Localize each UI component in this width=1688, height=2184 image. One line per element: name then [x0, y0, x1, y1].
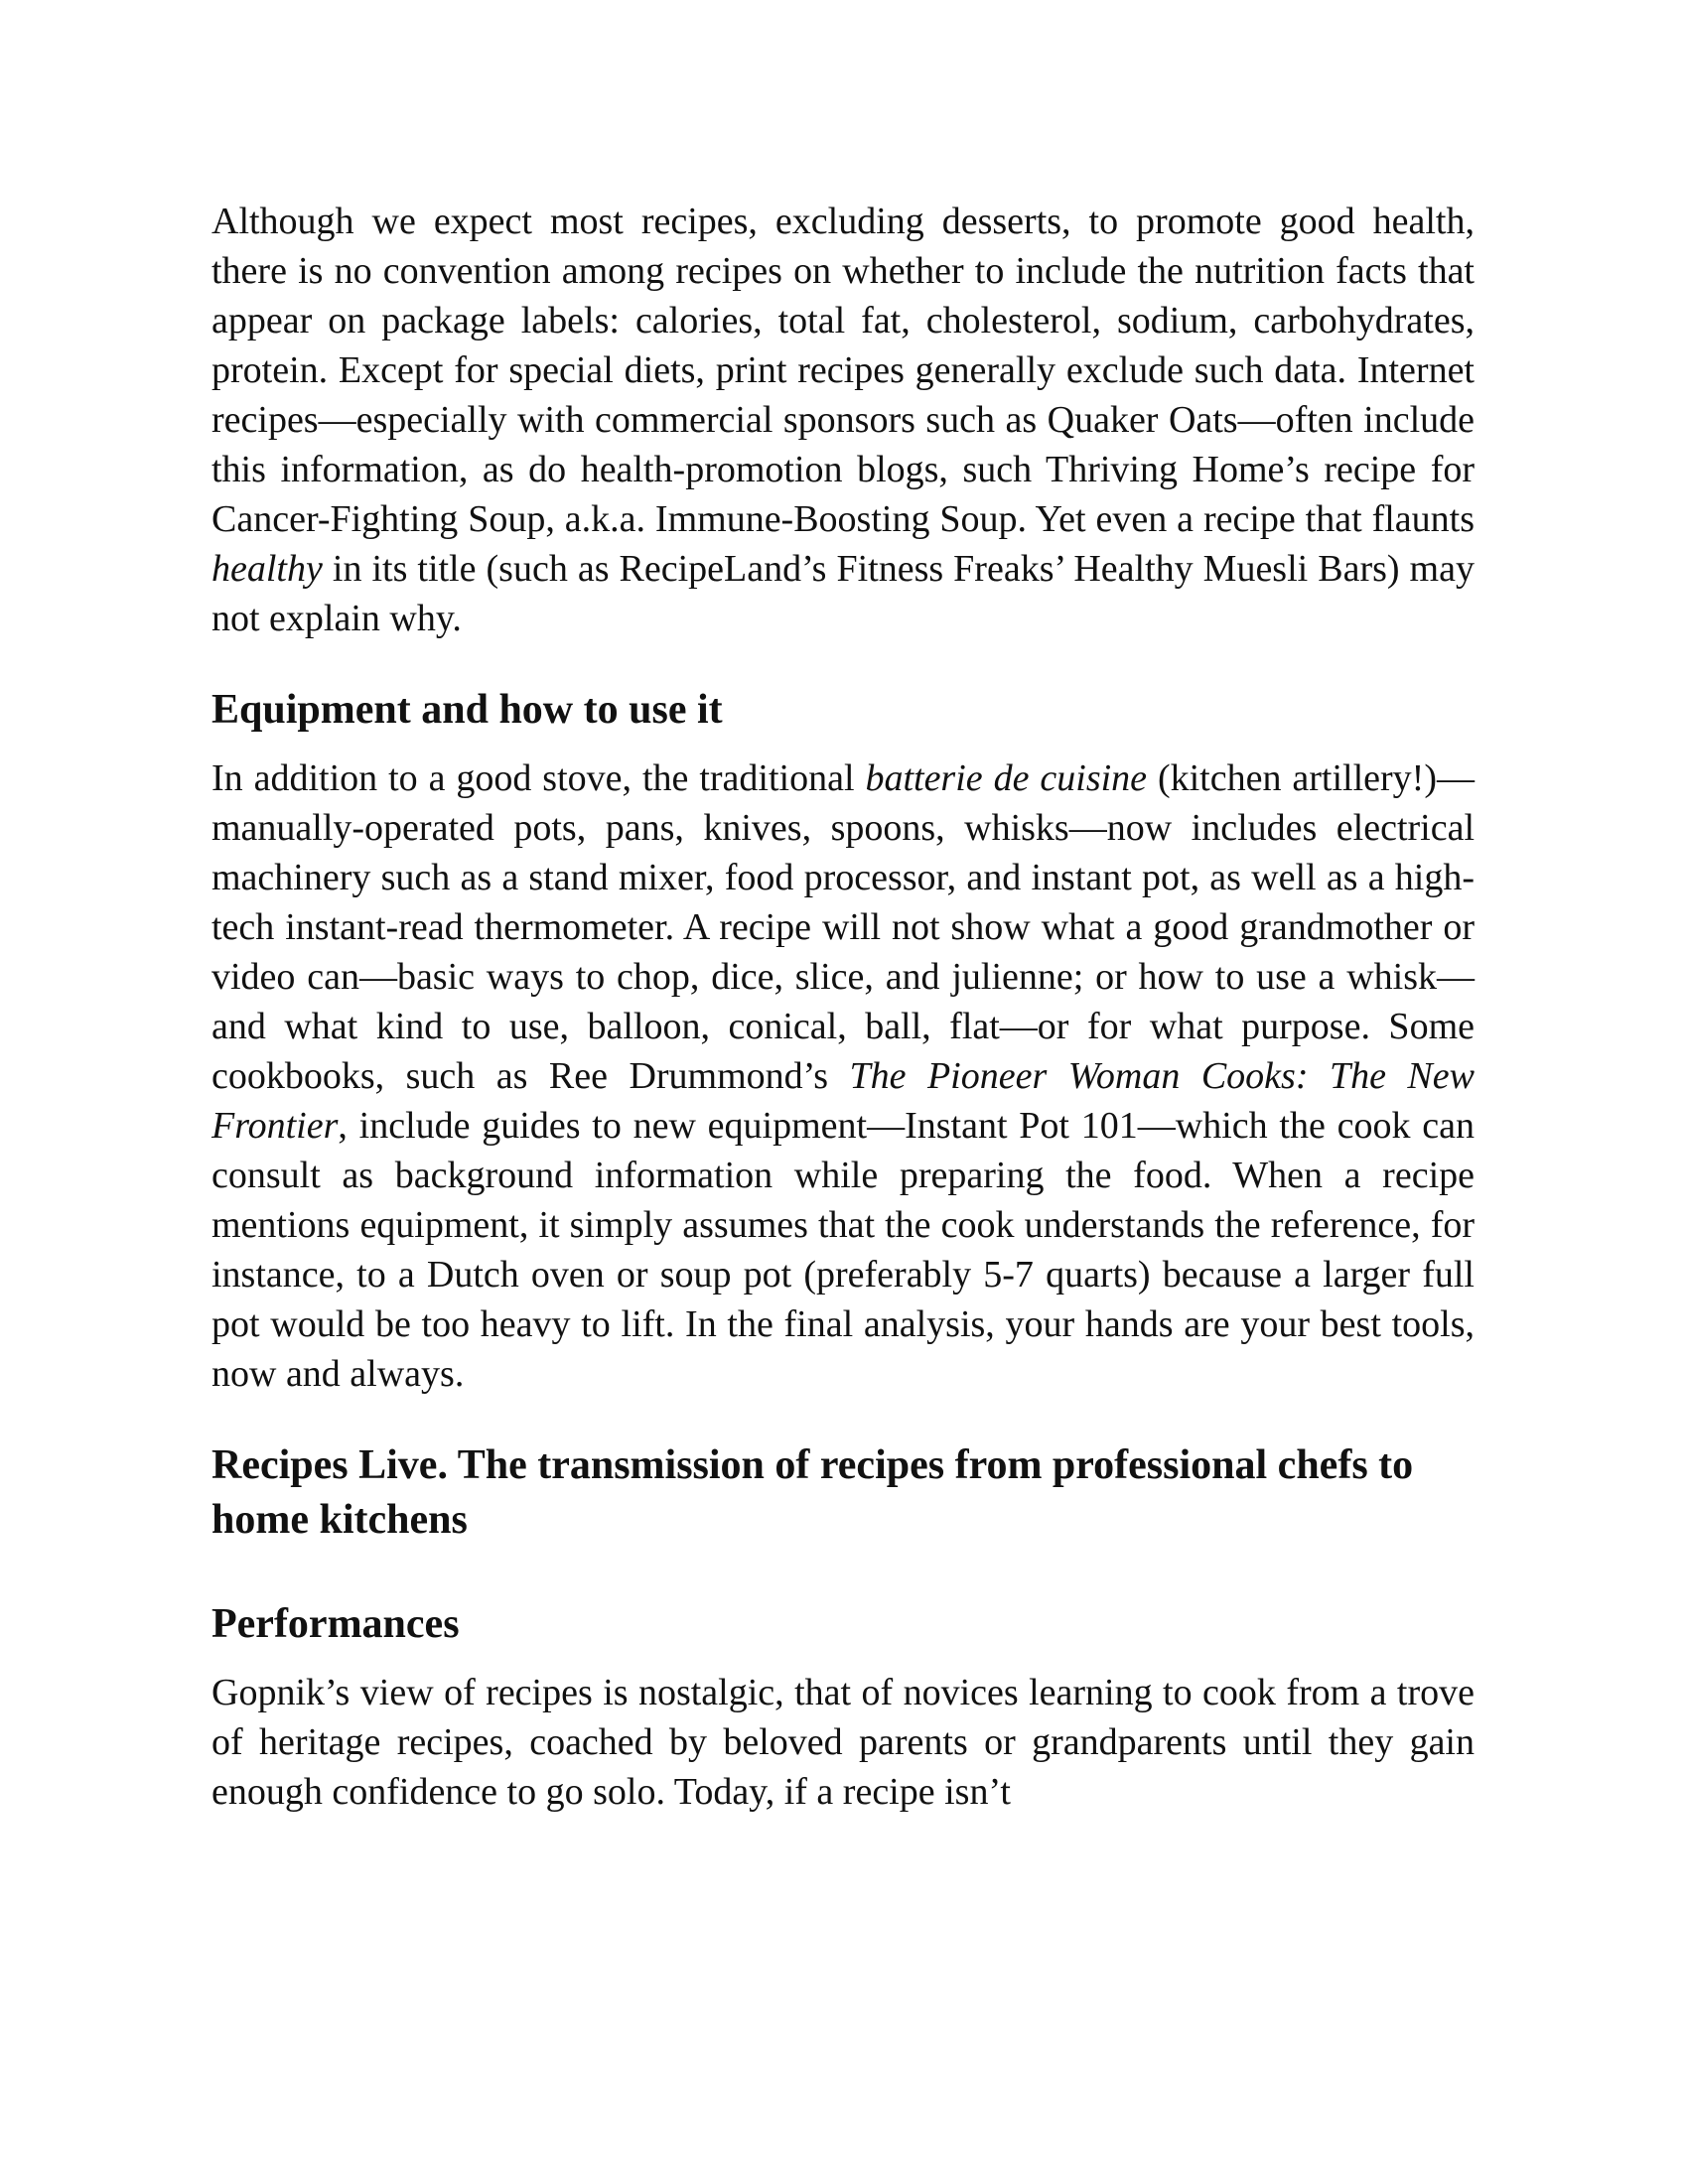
paragraph-text: , include guides to new equipment—Instant Pot 101—which the cook can consult as background information while preparing the food. When a recipe mentions equipment, it simply assumes that the cook understands the reference, for instance, to a Dutch oven or soup pot (preferably 5-7 quarts) because a larger full pot would be too heavy to lift. In the final analysis, your hands are your best tools, now and always.	[211, 1105, 1475, 1395]
paragraph-performances: Gopnik’s view of recipes is nostalgic, that of novices learning to cook from a trove of heritage recipes, coached by beloved parents or grandparents until they gain enough confidence to go solo. Today, if a recipe isn’t	[211, 1672, 1475, 1813]
document-page	[211, 197, 1475, 1817]
paragraph-text: In addition to a good stove, the traditional	[211, 757, 866, 799]
paragraph-text: (kitchen artillery!)—manually-operated pots, pans, knives, spoons, whisks—now includes electrical machinery such as a stand mixer, food processor, and instant pot, as well as a high-tech instant-read thermometer. A recipe will not show what a good grandmother or video can—basic ways to chop, dice, slice, and julienne; or how to use a whisk—and what kind to use, balloon, conical, ball, flat—or for what purpose. Some cookbooks, such as Ree Drummond’s	[211, 757, 1475, 1097]
section-heading-performances: Performances	[211, 1601, 460, 1647]
paragraph-text: in its title (such as RecipeLand’s Fitness Freaks’ Healthy Muesli Bars) may not explain why.	[211, 548, 1475, 639]
section-heading-equipment: Equipment and how to use it	[211, 687, 723, 733]
italic-text: healthy	[211, 548, 323, 590]
paragraph-equipment	[211, 753, 1475, 1399]
italic-text: batterie de cuisine	[865, 757, 1148, 799]
italic-book-title: The Pioneer Woman Cooks: The New Frontier	[211, 1055, 1475, 1147]
section-heading-recipes-live: Recipes Live. The transmission of recipes from professional chefs to home kitchens	[211, 1442, 1414, 1543]
paragraph-nutrition	[211, 197, 1475, 643]
paragraph-text: Although we expect most recipes, excluding desserts, to promote good health, there is no convention among recipes on whether to include the nutrition facts that appear on package labels: calories, total fat, cholesterol, sodium, carbohydrates, protein. Except for special diets, print recipes generally exclude such data. Internet recipes—especially with commercial sponsors such as Quaker Oats—often include this information, as do health-promotion blogs, such Thriving Home’s recipe for Cancer-Fighting Soup, a.k.a. Immune-Boosting Soup. Yet even a recipe that flaunts	[211, 201, 1475, 540]
